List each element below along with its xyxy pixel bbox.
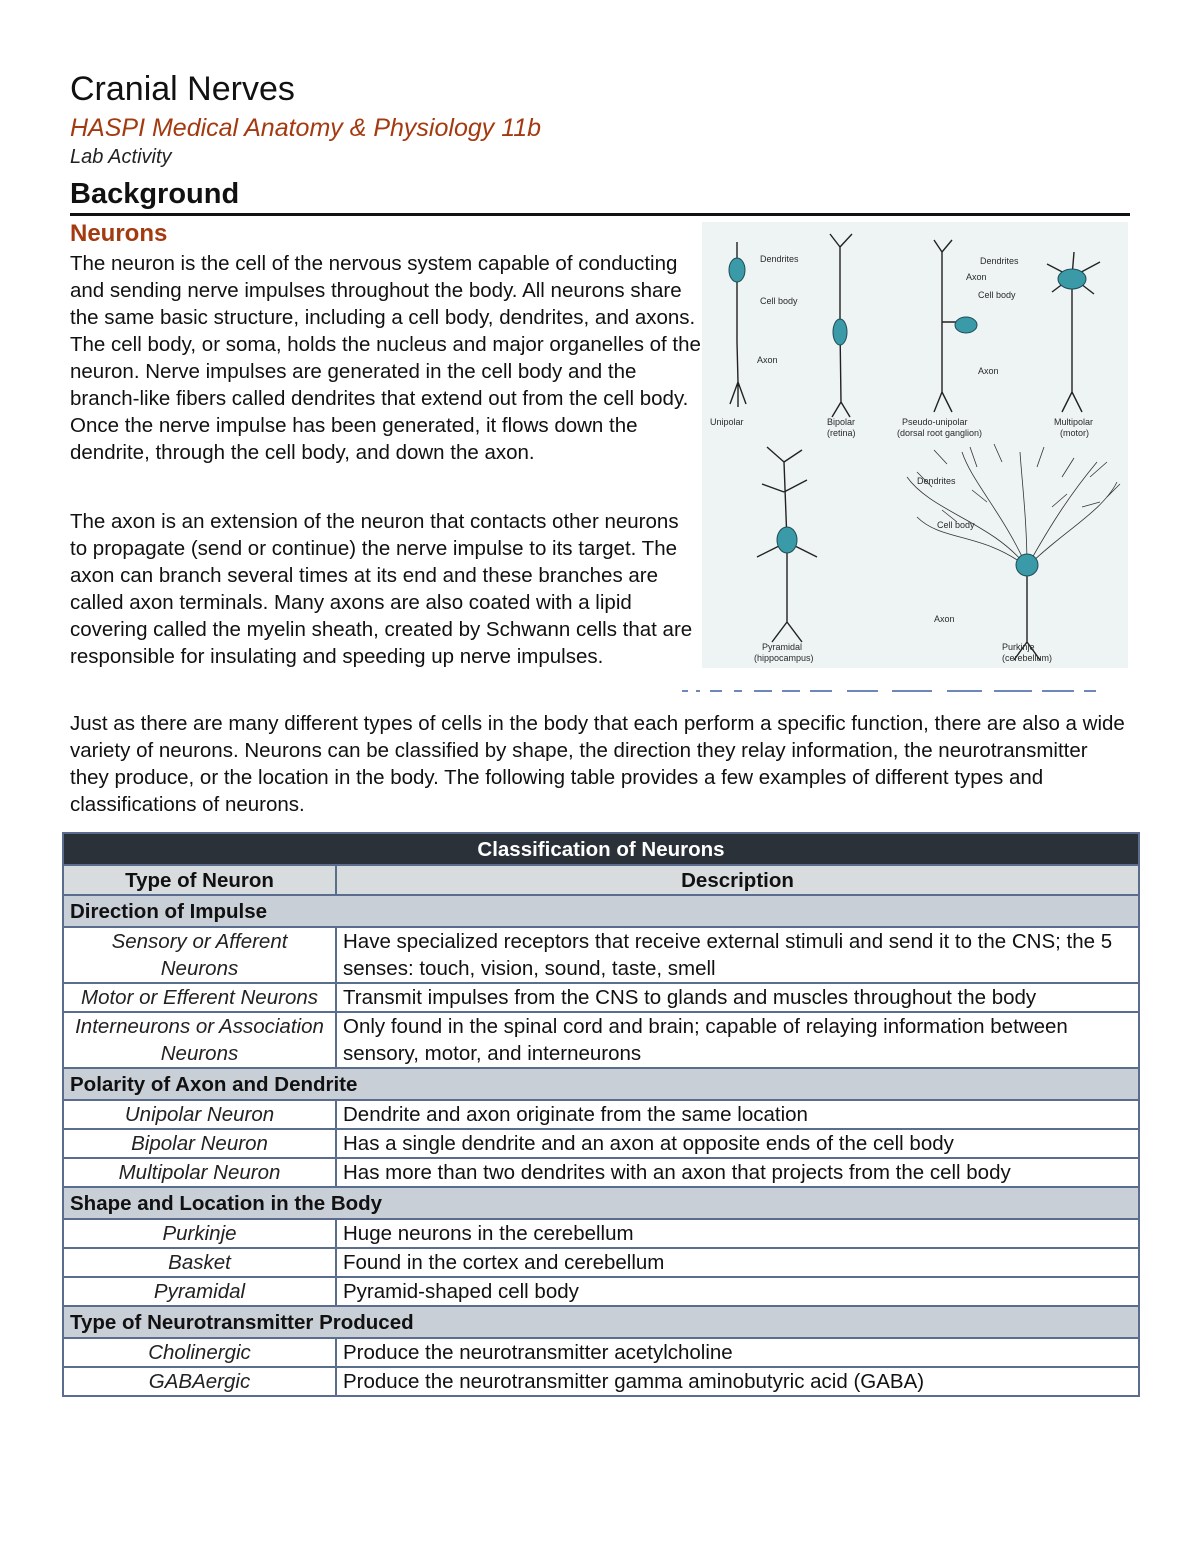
section-direction-of-impulse: Direction of Impulse [63, 895, 1139, 927]
subheading-neurons: Neurons [70, 220, 168, 247]
fig-label-cell-body-b: Cell body [978, 290, 1016, 300]
classification-table [62, 832, 1140, 1397]
fig-label-dendrites-b: Dendrites [980, 256, 1019, 266]
table-row [63, 1129, 1139, 1158]
table-row [63, 1277, 1139, 1306]
neuron-type: Bipolar Neuron [63, 1129, 336, 1158]
fig-caption-pseudo: Pseudo-unipolar [902, 417, 968, 427]
section-shape-location: Shape and Location in the Body [63, 1187, 1139, 1219]
fig-label-axon-c: Axon [978, 366, 999, 376]
neuron-type: Interneurons or Association Neurons [63, 1012, 336, 1068]
fig-caption-bipolar: Bipolar [827, 417, 856, 427]
neuron-description: Have specialized receptors that receive external stimuli and send it to the CNS; the 5 senses: touch, vision, sound, taste, smell [336, 927, 1139, 983]
table-row [63, 1012, 1139, 1068]
fig-label-axon-a: Axon [757, 355, 778, 365]
page-title: Cranial Nerves [70, 70, 295, 108]
table-row [63, 1158, 1139, 1187]
heading-rule [70, 213, 1130, 216]
fig-caption-pyramidal: Pyramidal [762, 642, 803, 652]
fig-label-axon-d: Axon [934, 614, 955, 624]
fig-caption-purkinje-sub: (cerebellum) [1002, 653, 1053, 663]
neuron-type: Cholinergic [63, 1338, 336, 1367]
neuron-description: Pyramid-shaped cell body [336, 1277, 1139, 1306]
neuron-description: Produce the neurotransmitter acetylcholine [336, 1338, 1139, 1367]
neuron-type: Unipolar Neuron [63, 1100, 336, 1129]
neuron-description: Only found in the spinal cord and brain; capable of relaying information between sensory, motor, and interneurons [336, 1012, 1139, 1068]
neuron-description: Found in the cortex and cerebellum [336, 1248, 1139, 1277]
fig-label-cell-body-c: Cell body [937, 520, 975, 530]
section-neurotransmitter: Type of Neurotransmitter Produced [63, 1306, 1139, 1338]
neuron-description: Transmit impulses from the CNS to glands and muscles throughout the body [336, 983, 1139, 1012]
column-header-type: Type of Neuron [63, 865, 336, 895]
neuron-type: Pyramidal [63, 1277, 336, 1306]
neuron-type: Purkinje [63, 1219, 336, 1248]
paragraph-neuron-classification: Just as there are many different types of cells in the body that each perform a specific function, there are also a wide variety of neurons. Neurons can be classified by shape, the direction they relay information, the neurotransmitter they produce, or the location in the body. The following table provides a few examples of different types and classifications of neurons. [70, 712, 1125, 816]
neuron-type: GABAergic [63, 1367, 336, 1396]
table-row [63, 1338, 1139, 1367]
neuron-description: Has more than two dendrites with an axon that projects from the cell body [336, 1158, 1139, 1187]
fig-caption-purkinje: Purkinje [1002, 642, 1035, 652]
neuron-type: Sensory or Afferent Neurons [63, 927, 336, 983]
table-title: Classification of Neurons [63, 833, 1139, 865]
table-row [63, 1367, 1139, 1396]
neuron-description: Has a single dendrite and an axon at opposite ends of the cell body [336, 1129, 1139, 1158]
table-row [63, 1219, 1139, 1248]
table-row [63, 983, 1139, 1012]
figure-credit-line [682, 688, 1102, 694]
fig-caption-pseudo-sub: (dorsal root ganglion) [897, 428, 983, 438]
fig-caption-bipolar-sub: (retina) [827, 428, 856, 438]
fig-caption-multipolar: Multipolar [1054, 417, 1094, 427]
fig-label-axon-b: Axon [966, 272, 987, 282]
paragraph-axon: The axon is an extension of the neuron that contacts other neurons to propagate (send or continue) the nerve impulse to its target. The axon can branch several times at its end and these branches are called axon terminals. Many axons are also coated with a lipid covering called the myelin sheath, created by Schwann cells that are responsible for insulating and speeding up nerve impulses. [70, 510, 693, 668]
activity-label: Lab Activity [70, 146, 172, 168]
table-row [63, 1100, 1139, 1129]
table-row [63, 927, 1139, 983]
neuron-description: Produce the neurotransmitter gamma aminobutyric acid (GABA) [336, 1367, 1139, 1396]
course-subtitle: HASPI Medical Anatomy & Physiology 11b [70, 114, 542, 142]
section-polarity: Polarity of Axon and Dendrite [63, 1068, 1139, 1100]
fig-label-dendrites-a: Dendrites [760, 254, 799, 264]
fig-caption-unipolar: Unipolar [710, 417, 744, 427]
neuron-description: Huge neurons in the cerebellum [336, 1219, 1139, 1248]
neuron-type: Basket [63, 1248, 336, 1277]
neuron-type: Motor or Efferent Neurons [63, 983, 336, 1012]
neuron-type: Multipolar Neuron [63, 1158, 336, 1187]
fig-label-dendrites-c: Dendrites [917, 476, 956, 486]
fig-caption-multipolar-sub: (motor) [1060, 428, 1089, 438]
fig-caption-pyramidal-sub: (hippocampus) [754, 653, 814, 663]
section-heading-background: Background [70, 178, 240, 210]
table-row [63, 1248, 1139, 1277]
neuron-description: Dendrite and axon originate from the same location [336, 1100, 1139, 1129]
neuron-types-figure [702, 222, 1128, 668]
column-header-description: Description [336, 865, 1139, 895]
paragraph-neuron-structure: The neuron is the cell of the nervous system capable of conducting and sending nerve impulses throughout the body. All neurons share the same basic structure, including a cell body, dendrites, and axons. The cell body, or soma, holds the nucleus and major organelles of the neuron. Nerve impulses are generated in the cell body and the branch-like fibers called dendrites that extend out from the cell body. Once the nerve impulse has been generated, it flows down the dendrite, through the cell body, and down the axon. [70, 252, 701, 464]
fig-label-cell-body-a: Cell body [760, 296, 798, 306]
